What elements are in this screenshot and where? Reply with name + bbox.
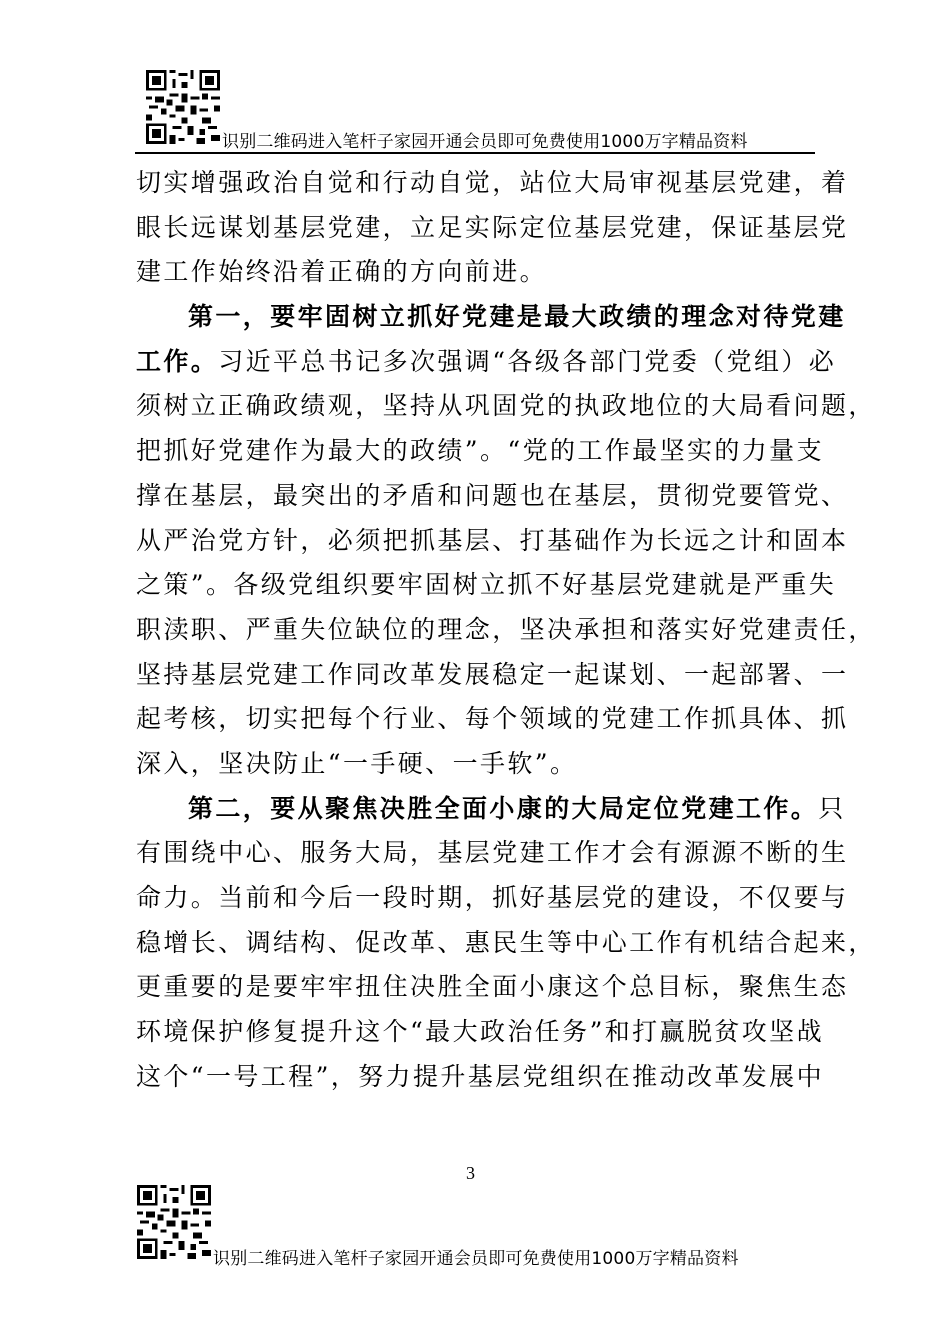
body-line xyxy=(136,1010,824,1055)
body-line xyxy=(136,831,849,876)
footer-banner-text: 识别二维码进入笔杆子家园开通会员即可免费使用1000万字精品资料 xyxy=(213,1249,739,1269)
body-line xyxy=(136,161,849,206)
body-line xyxy=(136,295,846,340)
body-line xyxy=(136,608,876,653)
page-number: 3 xyxy=(466,1163,475,1183)
header-qr-code-icon xyxy=(146,70,220,144)
body-line-text: 把抓好党建作为最大的政绩”。“党的工作最坚实的力量支 xyxy=(136,436,824,466)
body-line xyxy=(136,787,846,832)
body-line xyxy=(136,563,837,608)
body-line-text: 稳增长、调结构、促改革、惠民生等中心工作有机结合起来， xyxy=(136,927,876,957)
body-line-text: 眼长远谋划基层党建，立足实际定位基层党建，保证基层党 xyxy=(136,212,849,242)
body-line-text: 起考核，切实把每个行业、每个领域的党建工作抓具体、抓 xyxy=(136,704,849,734)
body-line-text: 之策”。各级党组织要牢固树立抓不好基层党建就是严重失 xyxy=(136,570,837,600)
document-body xyxy=(136,161,876,1099)
body-line-text: 须树立正确政绩观，坚持从巩固党的执政地位的大局看问题， xyxy=(136,391,876,421)
body-line-text: 环境保护修复提升这个“最大政治任务”和打赢脱贫攻坚战 xyxy=(136,1017,824,1047)
body-line xyxy=(136,653,849,698)
bold-heading-text: 第一，要牢固树立抓好党建是最大政绩的理念对待党建 xyxy=(188,302,846,332)
body-line xyxy=(136,519,849,564)
bold-heading-text: 第二，要从聚焦决胜全面小康的大局定位党建工作。 xyxy=(188,793,819,823)
body-line-text: 更重要的是要牢牢扭住决胜全面小康这个总目标，聚焦生态 xyxy=(136,972,849,1002)
body-line-text: 只 xyxy=(818,793,846,823)
body-line xyxy=(136,921,876,966)
body-line-text: 切实增强政治自觉和行动自觉，站位大局审视基层党建，着 xyxy=(136,168,849,197)
body-line xyxy=(136,697,849,742)
body-line xyxy=(136,206,849,251)
body-line xyxy=(136,429,824,474)
body-line xyxy=(136,1055,824,1100)
body-line-text: 职渎职、严重失位缺位的理念，坚决承担和落实好党建责任， xyxy=(136,614,876,644)
body-line xyxy=(136,340,837,385)
body-line-text: 撑在基层，最突出的矛盾和问题也在基层，贯彻党要管党、 xyxy=(136,480,849,510)
body-line-text: 深入，坚决防止“一手硬、一手软”。 xyxy=(136,748,578,778)
body-line-text: 坚持基层党建工作同改革发展稳定一起谋划、一起部署、一 xyxy=(136,659,849,689)
body-line xyxy=(136,742,816,787)
body-line xyxy=(136,876,849,921)
header-divider xyxy=(135,152,815,154)
body-line-text: 习近平总书记多次强调“各级各部门党委（党组）必 xyxy=(218,346,837,376)
body-line-text: 从严治党方针，必须把抓基层、打基础作为长远之计和固本 xyxy=(136,525,849,555)
bold-heading-text: 工作。 xyxy=(136,346,219,376)
body-line xyxy=(136,474,849,519)
body-line-text: 这个“一号工程”，努力提升基层党组织在推动改革发展中 xyxy=(136,1061,824,1091)
body-line-text: 命力。当前和今后一段时期，抓好基层党的建设，不仅要与 xyxy=(136,883,849,912)
footer-qr-code-icon xyxy=(137,1185,211,1259)
body-line-text: 有围绕中心、服务大局，基层党建工作才会有源源不断的生 xyxy=(136,838,849,868)
header-banner-text: 识别二维码进入笔杆子家园开通会员即可免费使用1000万字精品资料 xyxy=(222,132,748,152)
body-line xyxy=(136,384,876,429)
body-line xyxy=(136,965,849,1010)
body-line-text: 建工作始终沿着正确的方向前进。 xyxy=(136,257,548,287)
body-line xyxy=(136,250,816,295)
